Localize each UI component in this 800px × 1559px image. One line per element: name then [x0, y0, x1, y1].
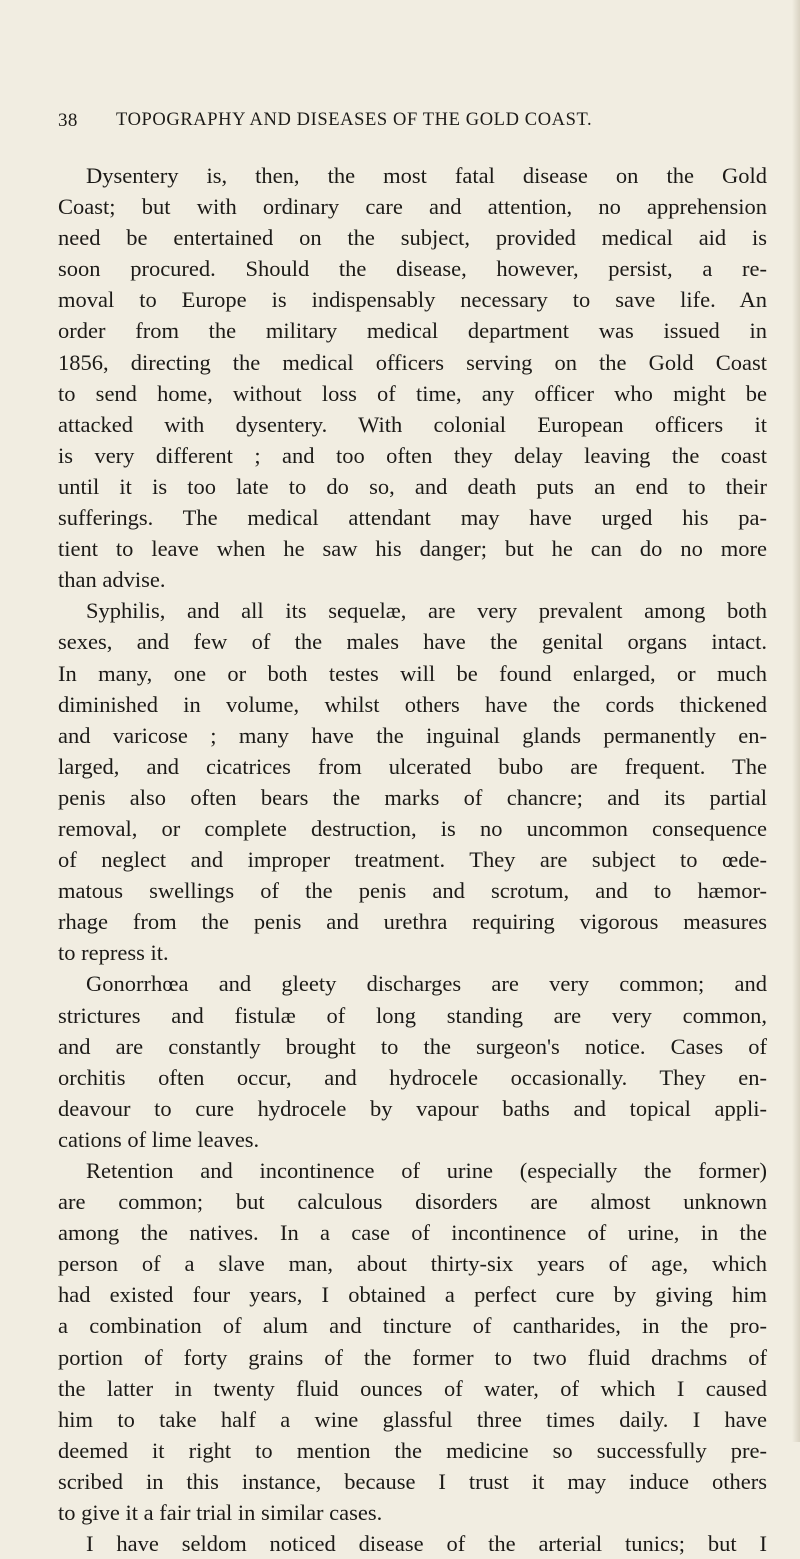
running-head: TOPOGRAPHY AND DISEASES OF THE GOLD COAST. — [116, 110, 593, 130]
text-line: among the natives. In a case of incontinence of urine, in the — [58, 1220, 767, 1246]
text-line: orchitis often occur, and hydrocele occasionally. They en- — [58, 1064, 767, 1090]
text-line: larged, and cicatrices from ulcerated bubo are frequent. The — [58, 753, 767, 779]
text-line: to repress it. — [58, 940, 169, 966]
text-line: scribed in this instance, because I trust it may induce others — [58, 1468, 767, 1494]
text-line: rhage from the penis and urethra requiring vigorous measures — [58, 909, 767, 935]
text-line: tient to leave when he saw his danger; but he can do no more — [58, 536, 767, 562]
text-line: I have seldom noticed disease of the arterial tunics; but I — [86, 1531, 767, 1557]
text-line: cations of lime leaves. — [58, 1126, 260, 1152]
text-line: the latter in twenty fluid ounces of water, of which I caused — [58, 1375, 767, 1401]
text-line: Syphilis, and all its sequelæ, are very prevalent among both — [86, 598, 767, 624]
text-line: deemed it right to mention the medicine so successfully pre- — [58, 1437, 767, 1463]
page-header — [58, 110, 758, 140]
text-line: to give it a fair trial in similar cases. — [58, 1500, 383, 1526]
text-line: to send home, without loss of time, any officer who might be — [58, 380, 767, 406]
text-line: is very different ; and too often they delay leaving the coast — [58, 442, 767, 468]
text-line: Coast; but with ordinary care and attention, no apprehension — [58, 194, 767, 220]
text-line: diminished in volume, whilst others have the cords thickened — [58, 691, 767, 717]
text-line: In many, one or both testes will be found enlarged, or much — [58, 660, 767, 686]
text-line: person of a slave man, about thirty-six years of age, which — [58, 1251, 767, 1277]
text-line: portion of forty grains of the former to two fluid drachms of — [58, 1344, 767, 1370]
text-line: penis also often bears the marks of chancre; and its partial — [58, 784, 767, 810]
text-line: had existed four years, I obtained a perfect cure by giving him — [58, 1282, 767, 1308]
text-line: deavour to cure hydrocele by vapour baths and topical appli- — [58, 1095, 767, 1121]
text-line: Dysentery is, then, the most fatal disease on the Gold — [86, 163, 767, 188]
text-line: removal, or complete destruction, is no uncommon consequence — [58, 815, 767, 841]
text-line: and varicose ; many have the inguinal glands permanently en- — [58, 722, 767, 748]
body-text — [58, 160, 767, 1559]
text-line: are common; but calculous disorders are almost unknown — [58, 1189, 767, 1215]
text-line: Retention and incontinence of urine (especially the former) — [86, 1158, 767, 1183]
text-line: until it is too late to do so, and death puts an end to their — [58, 473, 767, 499]
text-line: sexes, and few of the males have the genital organs intact. — [58, 629, 767, 655]
text-line: of neglect and improper treatment. They are subject to œde- — [58, 847, 767, 873]
page-edge-shadow — [792, 0, 800, 1442]
text-line: matous swellings of the penis and scrotum, and to hæmor- — [58, 878, 767, 904]
text-line: 1856, directing the medical officers serving on the Gold Coast — [58, 349, 767, 375]
text-line: soon procured. Should the disease, however, persist, a re- — [58, 256, 767, 282]
text-line: than advise. — [58, 567, 166, 593]
text-line: and are constantly brought to the surgeon's notice. Cases of — [58, 1033, 767, 1059]
text-line: him to take half a wine glassful three times daily. I have — [58, 1406, 767, 1432]
text-line: sufferings. The medical attendant may have urged his pa- — [58, 505, 767, 531]
text-line: attacked with dysentery. With colonial European officers it — [58, 411, 767, 437]
text-line: strictures and fistulæ of long standing are very common, — [58, 1002, 767, 1028]
text-line: moval to Europe is indispensably necessary to save life. An — [58, 287, 767, 313]
page-number: 38 — [58, 110, 78, 131]
text-line: order from the military medical department was issued in — [58, 318, 767, 344]
text-line: a combination of alum and tincture of cantharides, in the pro- — [58, 1313, 767, 1339]
text-line: need be entertained on the subject, provided medical aid is — [58, 225, 767, 251]
text-line: Gonorrhœa and gleety discharges are very common; and — [86, 971, 767, 997]
